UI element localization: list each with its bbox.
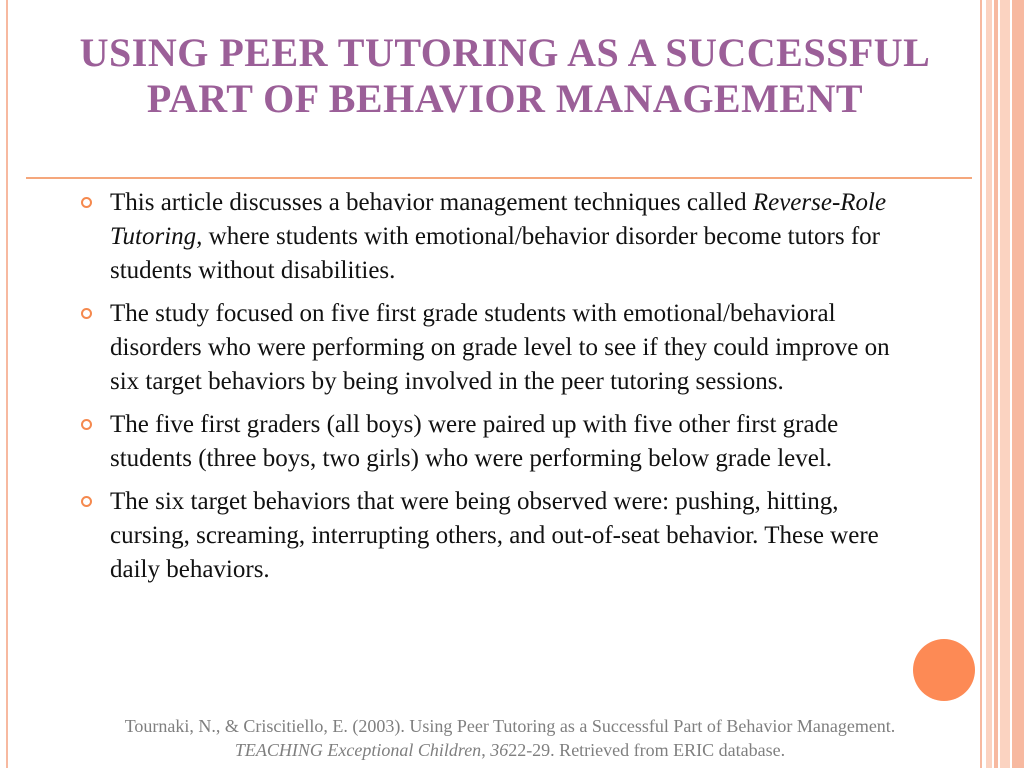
bullet-item: [78, 485, 898, 587]
bullet-text: The five first graders (all boys) were paired up with five other first grade students (three boys, two girls) who were performing below grade level.: [110, 411, 839, 472]
bullet-list: [78, 186, 898, 596]
bullet-text: where students with emotional/behavior disorder become tutors for students without disabilities.: [110, 223, 881, 284]
title-divider: [26, 177, 972, 179]
citation-pages: 22-29. Retrieved from ERIC database.: [508, 740, 786, 760]
bullet-circle-icon: [81, 419, 92, 430]
slide-title: USING PEER TUTORING AS A SUCCESSFUL PART OF BEHAVIOR MANAGEMENT: [79, 30, 931, 121]
bullet-italic-term: Reverse-Role Tutoring,: [110, 189, 887, 250]
right-stripe: [986, 0, 992, 768]
bullet-text: The study focused on five first grade students with emotional/behavioral disorders who were performing on grade level to see if they could improve on six target behaviors by being involved in the peer tutoring sessions.: [110, 300, 890, 395]
bullet-circle-icon: [81, 496, 92, 507]
right-stripe: [994, 0, 998, 768]
right-stripe: [1012, 0, 1024, 768]
bullet-circle-icon: [81, 197, 92, 208]
bullet-text: This article discusses a behavior management techniques called: [110, 189, 753, 216]
left-border-line: [6, 0, 8, 768]
right-stripe: [1000, 0, 1010, 768]
bullet-circle-icon: [81, 308, 92, 319]
bullet-item: [78, 297, 898, 399]
bullet-item: [78, 408, 898, 476]
citation-line: Tournaki, N., & Criscitiello, E. (2003). Using Peer Tutoring as a Successful Part of Behavior Management.: [124, 716, 896, 736]
decorative-circle: [913, 639, 975, 701]
citation-volume: 36: [490, 740, 509, 760]
right-stripe: [980, 0, 982, 768]
citation: [10, 714, 1010, 762]
bullet-item: [78, 186, 898, 288]
bullet-text: The six target behaviors that were being observed were: pushing, hitting, cursing, screaming, interrupting others, and out-of-seat behavior. These were daily behaviors.: [110, 488, 879, 583]
citation-journal: TEACHING Exceptional Children: [234, 740, 482, 760]
citation-separator: ,: [481, 740, 491, 760]
